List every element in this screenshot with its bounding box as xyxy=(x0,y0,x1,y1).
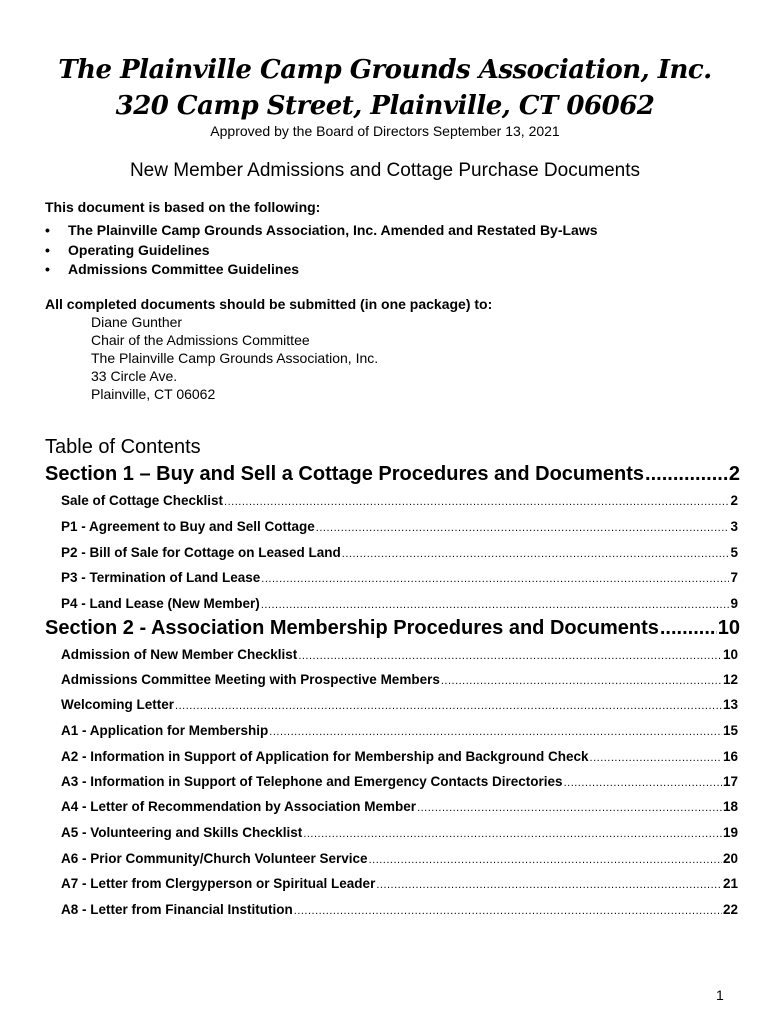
toc-entry[interactable]: A6 - Prior Community/Church Volunteer Service ..... 20 xyxy=(61,849,738,869)
toc-page-number: 16 xyxy=(722,749,738,764)
basis-item: • The Plainville Camp Grounds Association, Inc. Amended and Restated By-Laws xyxy=(45,222,598,238)
toc-page-number: 15 xyxy=(722,723,738,738)
toc-page-number: 20 xyxy=(722,851,738,866)
toc-entry[interactable]: A5 - Volunteering and Skills Checklist ..... 19 xyxy=(61,823,738,843)
toc-page-number: 22 xyxy=(722,902,738,917)
toc-entry[interactable]: P2 - Bill of Sale for Cottage on Leased Land ..... 5 xyxy=(61,543,738,563)
toc-entry[interactable]: Admissions Committee Meeting with Prospective Members ..... 12 xyxy=(61,670,738,690)
toc-entry[interactable]: A7 - Letter from Clergyperson or Spiritual Leader ..... 21 xyxy=(61,874,738,894)
toc-page-number: 2 xyxy=(730,493,738,508)
address-line: 33 Circle Ave. xyxy=(91,368,178,384)
toc-entry[interactable]: A1 - Application for Membership ..... 15 xyxy=(61,721,738,741)
address-line: Plainville, CT 06062 xyxy=(91,386,216,402)
toc-entry[interactable]: A4 - Letter of Recommendation by Association Member ..... 18 xyxy=(61,797,738,817)
toc-heading: Table of Contents xyxy=(45,436,201,458)
document-subtitle: New Member Admissions and Cottage Purchase Documents xyxy=(129,160,641,181)
address-line: Chair of the Admissions Committee xyxy=(91,332,310,348)
toc-entry[interactable]: A8 - Letter from Financial Institution ..... 22 xyxy=(61,900,738,920)
toc-entry[interactable]: A3 - Information in Support of Telephone and Emergency Contacts Directories ..... 17 xyxy=(61,772,738,792)
toc-page-number: 10 xyxy=(717,617,740,639)
toc-section-1[interactable]: Section 1 – Buy and Sell a Cottage Procedures and Documents ..... 2 xyxy=(45,461,740,487)
toc-entry[interactable]: A2 - Information in Support of Application for Membership and Background Check ..... 16 xyxy=(61,747,738,767)
toc-page-number: 12 xyxy=(722,672,738,687)
toc-page-number: 2 xyxy=(728,463,740,485)
approval-note: Approved by the Board of Directors September 13, 2021 xyxy=(210,123,560,139)
basis-item: • Admissions Committee Guidelines xyxy=(45,261,300,277)
toc-page-number: 10 xyxy=(722,647,738,662)
bullet-icon: • xyxy=(45,261,50,277)
basis-list xyxy=(45,221,598,280)
toc-page-number: 9 xyxy=(730,596,738,611)
document-address-title: 320 Camp Street, Plainville, CT 06062 xyxy=(115,91,655,121)
basis-item: • Operating Guidelines xyxy=(45,241,210,258)
toc-entry[interactable]: Sale of Cottage Checklist ..... 2 xyxy=(61,491,738,511)
toc-page-number: 7 xyxy=(730,570,738,585)
toc-entry[interactable]: Admission of New Member Checklist ..... 10 xyxy=(61,645,738,665)
bullet-icon: • xyxy=(45,222,50,238)
bullet-icon: • xyxy=(45,241,50,258)
document-title: The Plainville Camp Grounds Association, Inc. xyxy=(58,55,712,85)
page-number: 1 xyxy=(716,987,724,1003)
toc-page-number: 19 xyxy=(722,825,738,840)
toc-entry[interactable]: P1 - Agreement to Buy and Sell Cottage ..... 3 xyxy=(61,517,738,537)
submission-intro: All completed documents should be submitted (in one package) to: xyxy=(45,296,493,312)
toc-section-2[interactable]: Section 2 - Association Membership Procedures and Documents ..... 10 xyxy=(45,615,740,641)
toc-page-number: 18 xyxy=(722,799,738,814)
toc-page-number: 3 xyxy=(730,519,738,534)
address-line: The Plainville Camp Grounds Association, Inc. xyxy=(91,350,379,366)
toc-entry[interactable]: Welcoming Letter ..... 13 xyxy=(61,695,738,715)
toc-page-number: 21 xyxy=(722,876,738,891)
toc-page-number: 5 xyxy=(730,545,738,560)
toc-entry[interactable]: P3 - Termination of Land Lease ..... 7 xyxy=(61,568,738,588)
address-line: Diane Gunther xyxy=(91,314,183,330)
toc-page-number: 13 xyxy=(722,697,738,712)
toc-page-number: 17 xyxy=(722,774,738,789)
basis-intro: This document is based on the following: xyxy=(45,199,321,215)
mailing-address xyxy=(91,313,378,403)
toc-entry[interactable]: P4 - Land Lease (New Member) ..... 9 xyxy=(61,594,738,614)
